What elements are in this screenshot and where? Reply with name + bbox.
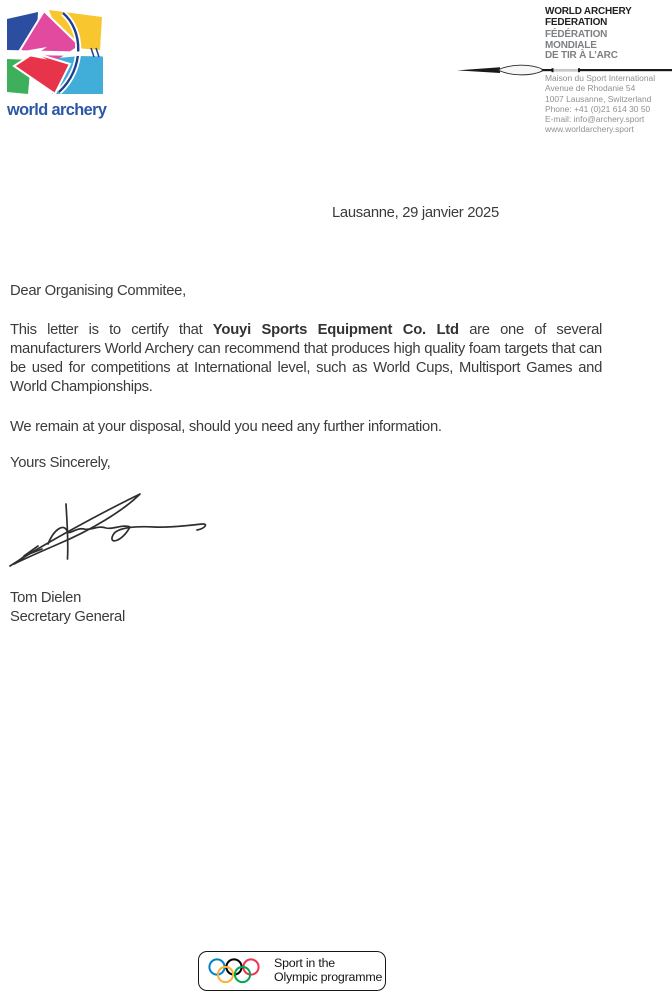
address-line: 1007 Lausanne, Switzerland [545,93,652,104]
signer-title: Secretary General [10,609,125,625]
olympic-rings-icon [208,957,266,985]
org-name-en-line2: FEDERATION [545,15,608,28]
body-paragraph-1 [10,321,602,397]
body-text-after-bold: are one of several manufacturers World Archery can recommend that produces high quality foam targets that can be used for competitions at International level, such as World Cups, Multisport Games and World Championships. [10,322,602,395]
org-name-fr-line1: FÉDÉRATION [545,28,608,41]
olympic-badge-label [274,957,382,985]
org-name-fr-line3: DE TIR À L’ARC [545,49,618,62]
org-name-fr-line2: MONDIALE [545,38,597,51]
olympic-programme-badge [198,951,386,991]
olympic-badge-label-line1: Sport in the [274,956,335,971]
company-name: Youyi Sports Equipment Co. Ltd [212,322,459,338]
world-archery-logo-icon [7,10,103,94]
olympic-badge-label-line2: Olympic programme [274,970,383,984]
signature-image [4,482,214,574]
signer-name: Tom Dielen [10,590,82,606]
world-archery-logo [7,10,105,120]
address-line: www.worldarchery.sport [545,124,634,135]
logo-wordmark: world archery [7,101,107,119]
address-line: E-mail: info@archery.sport [545,114,645,125]
letterhead-names [545,6,632,61]
body-text-before-bold: This letter is to certify that [10,322,213,338]
letterhead-address [545,73,655,135]
signature-block [10,589,125,627]
address-line: Phone: +41 (0)21 614 30 50 [545,103,651,114]
body-paragraph-2: We remain at your disposal, should you need any further information. [10,419,442,435]
dateline: Lausanne, 29 janvier 2025 [332,205,499,221]
address-line: Avenue de Rhodanie 54 [545,83,636,94]
org-name-en-line1: WORLD ARCHERY [545,5,632,17]
greeting: Dear Organising Commitee, [10,283,186,299]
closing: Yours Sincerely, [10,455,111,471]
address-line: Maison du Sport International [545,73,656,83]
